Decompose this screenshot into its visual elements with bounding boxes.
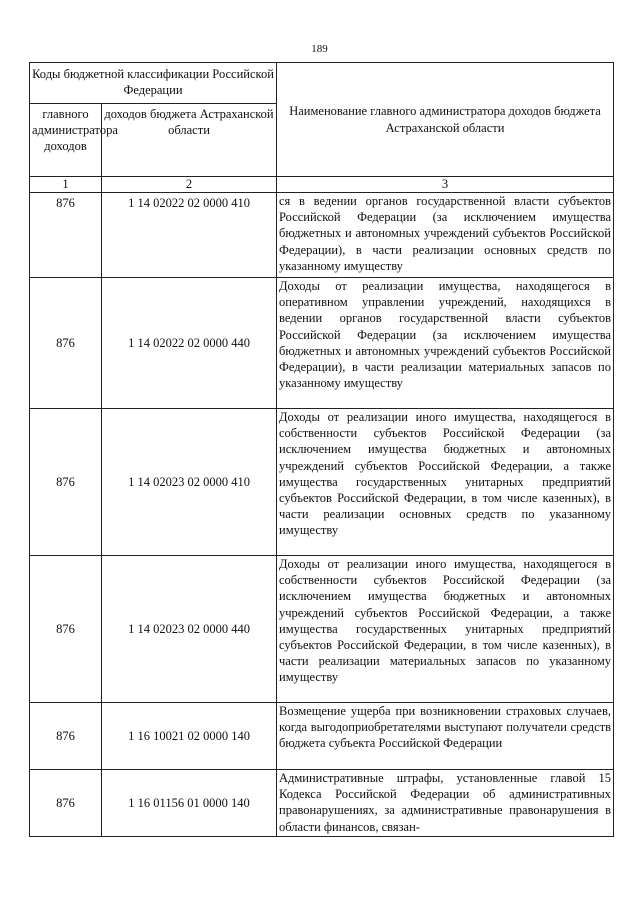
admin-code-cell: 876 — [30, 409, 102, 556]
header-income-cell: доходов бюджета Астраханской области — [102, 104, 277, 177]
income-code-cell: 1 14 02022 02 0000 440 — [102, 278, 277, 409]
table-row — [30, 556, 614, 703]
column-number-row — [30, 177, 614, 193]
admin-code-cell: 876 — [30, 703, 102, 770]
description-cell: Возмещение ущерба при возникновении страховых случаев, когда выгодоприобретателями выступают получатели средств бюджета субъекта Российской Федерации — [277, 703, 614, 770]
column-number-1: 1 — [30, 177, 102, 193]
column-number-3: 3 — [277, 177, 614, 193]
page-number: 189 — [311, 43, 328, 55]
header-name-cell: Наименование главного администратора доходов бюджета Астраханской области — [277, 63, 614, 177]
description-cell: Административные штрафы, установленные главой 15 Кодекса Российской Федерации об административных правонарушениях, за административные правонарушения в области финансов, связан- — [277, 770, 614, 837]
table-row — [30, 703, 614, 770]
admin-code-cell: 876 — [30, 770, 102, 837]
table-row — [30, 409, 614, 556]
admin-code-cell: 876 — [30, 556, 102, 703]
description-cell: Доходы от реализации иного имущества, находящегося в собственности субъектов Российской Федерации (за исключением имущества бюджетных и автономных учреждений субъектов Российской Федерации, а также имущества государственных унитарных предприятий субъектов Российской Федерации, в том числе казенных), в части реализации материальных запасов по указанному имуществу — [277, 556, 614, 703]
header-row — [30, 63, 614, 104]
income-code-cell: 1 16 10021 02 0000 140 — [102, 703, 277, 770]
table-row — [30, 278, 614, 409]
income-code-cell: 1 16 01156 01 0000 140 — [102, 770, 277, 837]
header-group-cell: Коды бюджетной классификации Российской Федерации — [30, 63, 277, 104]
admin-code-cell: 876 — [30, 193, 102, 278]
description-cell: ся в ведении органов государственной власти субъектов Российской Федерации (за исключением имущества бюджетных и автономных учреждений субъектов Российской Федерации), в части реализации основных средств по указанному имуществу — [277, 193, 614, 278]
table-row — [30, 770, 614, 837]
budget-codes-table — [29, 62, 614, 837]
description-cell: Доходы от реализации имущества, находящегося в оперативном управлении учреждений, находящихся в ведении органов государственной власти субъектов Российской Федерации (за исключением имущества бюджетных и автономных учреждений субъектов Российской Федерации), в части реализации материальных запасов по указанному имуществу — [277, 278, 614, 409]
table-row — [30, 193, 614, 278]
income-code-cell: 1 14 02022 02 0000 410 — [102, 193, 277, 278]
income-code-cell: 1 14 02023 02 0000 410 — [102, 409, 277, 556]
income-code-cell: 1 14 02023 02 0000 440 — [102, 556, 277, 703]
description-cell: Доходы от реализации иного имущества, находящегося в собственности субъектов Российской Федерации (за исключением имущества бюджетных и автономных учреждений субъектов Российской Федерации, а также имущества государственных унитарных предприятий субъектов Российской Федерации, в том числе казенных), в части реализации основных средств по указанному имуществу — [277, 409, 614, 556]
header-admin-cell: главного администратора доходов — [30, 104, 102, 177]
admin-code-cell: 876 — [30, 278, 102, 409]
column-number-2: 2 — [102, 177, 277, 193]
